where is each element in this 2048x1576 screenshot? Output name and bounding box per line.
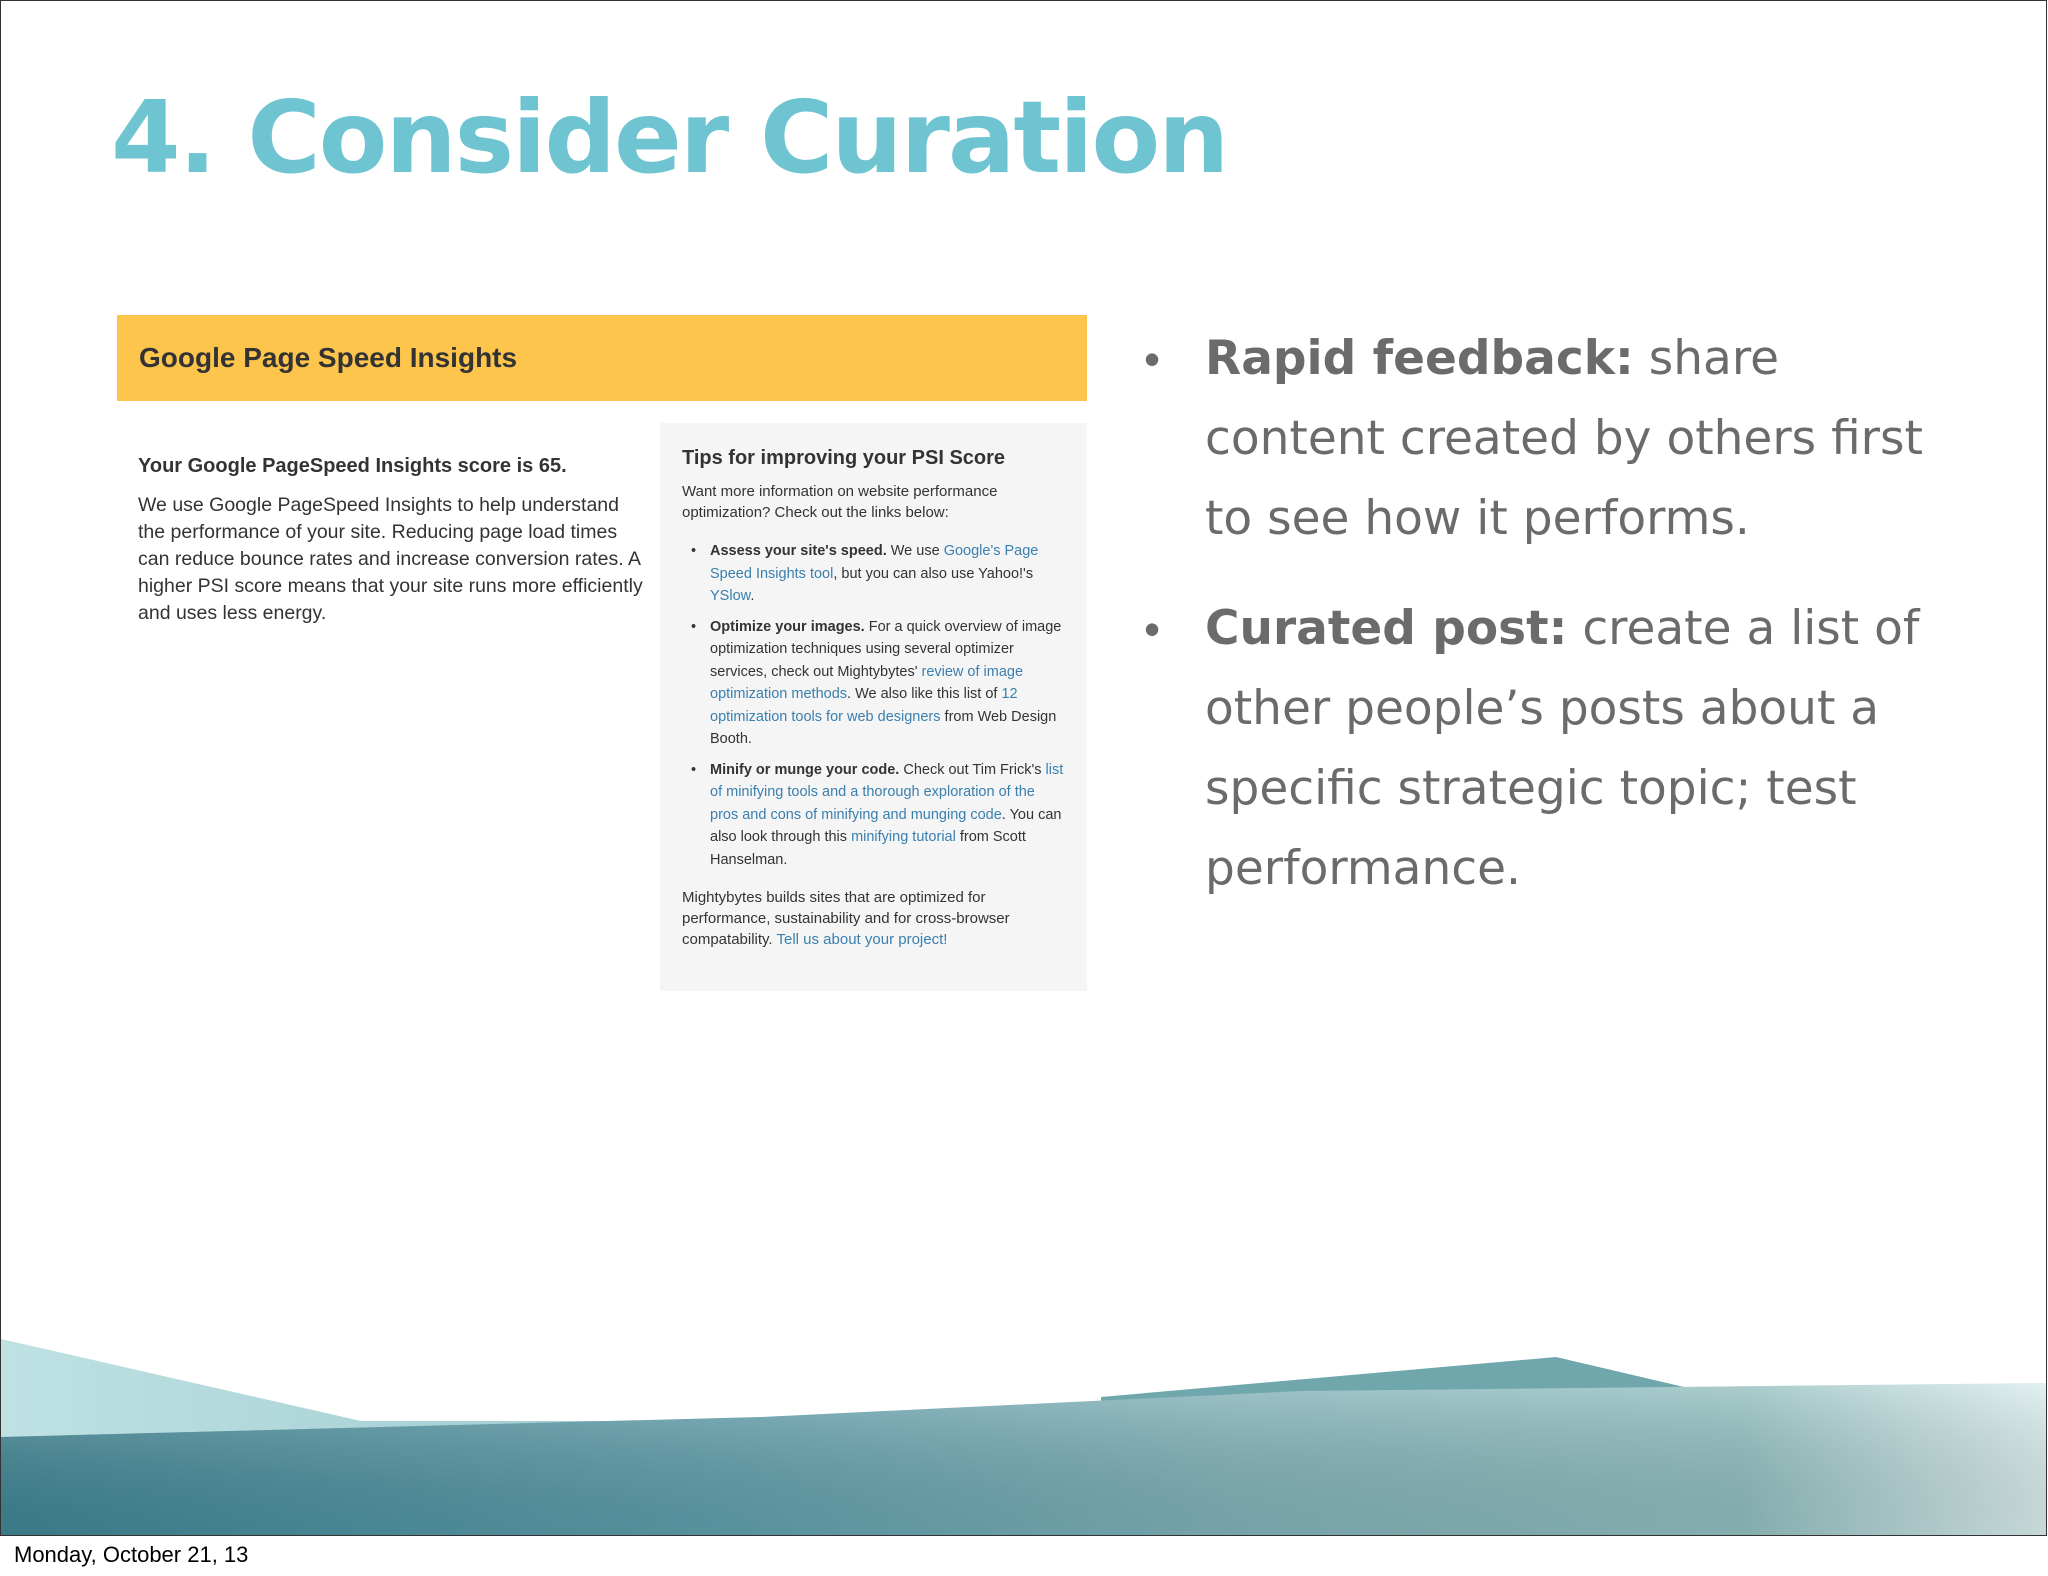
tips-footer-text: Mightybytes builds sites that are optimized for performance, sustainability and for cross-browser compatability.	[682, 889, 1010, 948]
tip-text: Check out Tim Frick's	[899, 761, 1046, 778]
bullet-dot: •	[1143, 603, 1161, 655]
bullet-lead: Rapid feedback:	[1205, 331, 1634, 386]
front-band-shade	[1, 1383, 2047, 1536]
tips-list-item	[682, 759, 1065, 872]
tips-title: Tips for improving your PSI Score	[682, 447, 1006, 469]
tip-text: . You can also look through this	[710, 806, 1062, 845]
tip-text: from Web Design Booth.	[710, 708, 1057, 747]
tips-intro: Want more information on website performance optimization? Check out the links below:	[682, 483, 998, 521]
bullet-curated-post	[1141, 589, 1961, 909]
bullet-lead: Curated post:	[1205, 601, 1568, 656]
decorative-bottom-bands	[1, 1321, 2047, 1536]
optimization-tools-link[interactable]: 12 optimization tools for web designers	[710, 686, 1018, 725]
bullet-body: create a list of other people’s posts about a specific strategic topic; test performance.	[1205, 601, 1920, 896]
psi-header-title: Google Page Speed Insights	[139, 342, 518, 373]
bullet-text	[1205, 319, 1961, 559]
tips-list-item	[682, 540, 1065, 608]
tip-text: For a quick overview of image optimization techniques using several optimizer services, check out Mightybytes'	[710, 618, 1062, 680]
tip-text: We use	[886, 543, 944, 559]
bullet-rapid-feedback	[1141, 319, 1961, 559]
tip-text: , but you can also use Yahoo!'s	[833, 565, 1034, 582]
bullet-list	[1141, 319, 1961, 939]
tips-footer	[682, 887, 1065, 950]
tip-lead: Optimize your images.	[710, 618, 865, 635]
minifying-tools-link[interactable]: list of minifying tools and a thorough exploration of the pros and cons of minifying and munging code	[710, 761, 1064, 823]
tip-lead: Minify or munge your code.	[710, 761, 900, 778]
bullet-dot: •	[1143, 333, 1161, 385]
tips-list-item	[682, 616, 1065, 751]
google-psi-link[interactable]: Google's Page Speed Insights tool	[710, 543, 1039, 582]
tip-text: . We also like this list of	[847, 686, 1002, 702]
minifying-tutorial-link[interactable]: minifying tutorial	[851, 829, 956, 845]
bullet-text	[1205, 589, 1961, 909]
tip-text: from Scott Hanselman.	[710, 829, 1026, 868]
psi-screenshot	[117, 315, 1087, 991]
bullet-body: share content created by others first to see how it performs.	[1205, 331, 1923, 546]
contact-project-link[interactable]: Tell us about your project!	[776, 931, 948, 948]
psi-score-heading: Your Google PageSpeed Insights score is 65.	[138, 455, 567, 477]
psi-tips-box	[660, 423, 1087, 991]
yslow-link[interactable]: YSlow	[710, 588, 751, 604]
psi-description: We use Google PageSpeed Insights to help understand the performance of your site. Reducing page load times can reduce bounce rates and increase conversion rates. A higher PSI score means that your site runs more efficiently and uses less energy.	[138, 494, 643, 624]
tips-list	[682, 540, 1065, 871]
slide-title: 4. Consider Curation	[111, 79, 1228, 196]
tip-lead: Assess your site's speed.	[710, 543, 887, 559]
tip-text: .	[750, 588, 755, 604]
psi-score-section	[138, 455, 648, 627]
psi-header-banner	[117, 315, 1087, 401]
footer-date: Monday, October 21, 13	[14, 1542, 249, 1567]
image-optimization-review-link[interactable]: review of image optimization methods	[710, 663, 1024, 702]
